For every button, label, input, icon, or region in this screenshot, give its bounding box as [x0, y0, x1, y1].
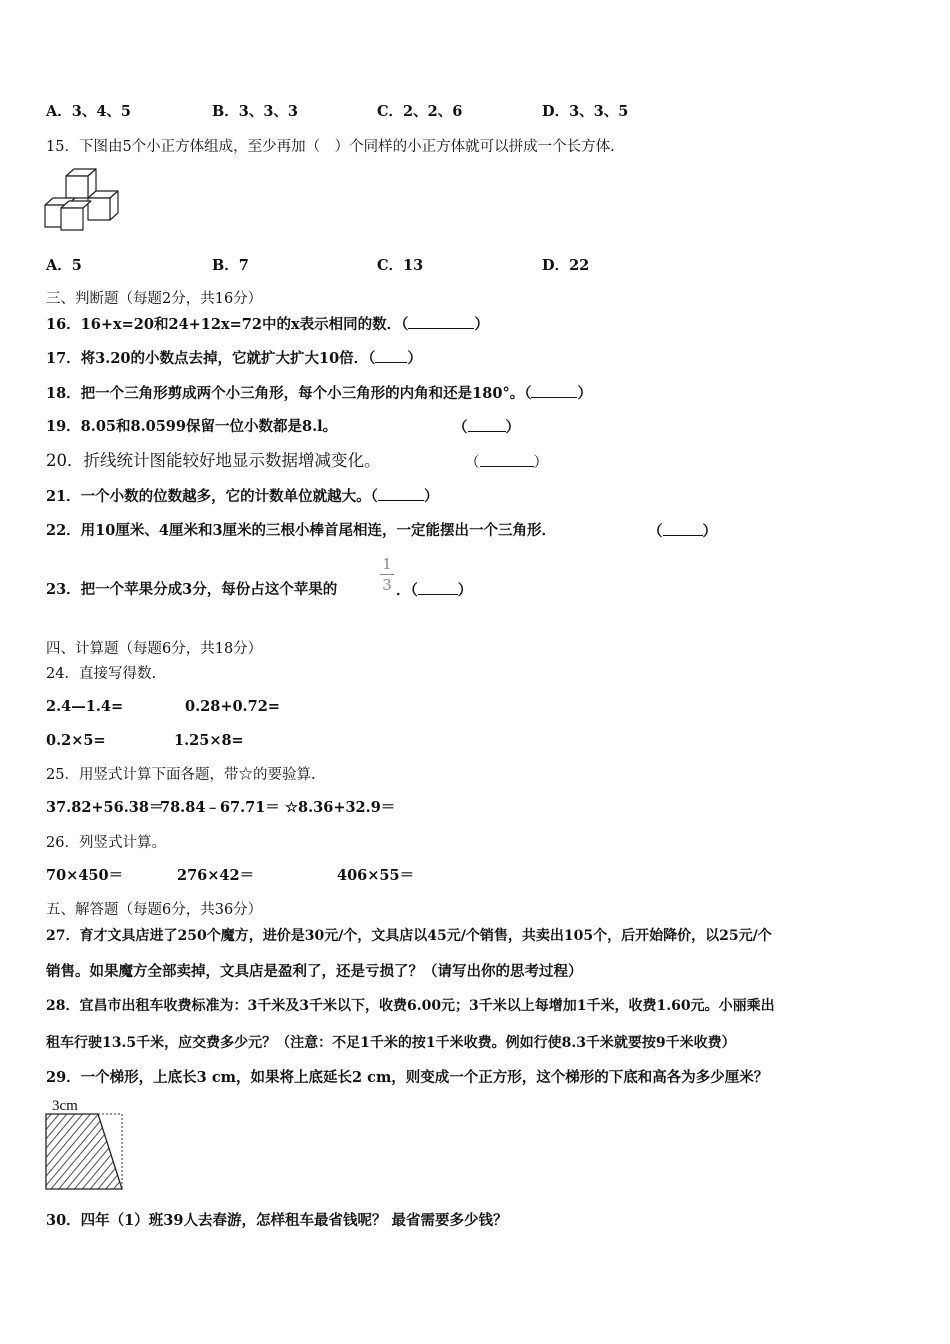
q15-text: 15．下图由5个小正方体组成，至少再加（ ）个同样的小正方体就可以拼成一个长方体. [46, 139, 615, 155]
answer-blank[interactable] [468, 417, 506, 432]
calc-item: 2.4—1.4= [46, 698, 124, 715]
answer-blank[interactable] [418, 580, 458, 595]
q18-text: 18．把一个三角形剪成两个小三角形，每个小三角形的内角和还是180°。（ [46, 385, 532, 402]
calc-item: 37.82+56.38＝ [46, 799, 164, 816]
q16-text: 16．16+x=20和24+12x=72中的x表示相同的数．（ [46, 316, 409, 333]
q22-text: 22．用10厘米、4厘米和3厘米的三根小棒首尾相连，一定能摆出一个三角形． [46, 522, 557, 539]
q17 [46, 348, 422, 369]
q28-line1: 28．宜昌市出租车收费标准为：3千米及3千米以下，收费6.00元；3千米以上每增加1千米，收费1.60元。小丽乘出 [46, 998, 775, 1014]
calc-item: 276×42＝ [177, 867, 255, 884]
q27-line1: 27．育才文具店进了250个魔方，进价是30元/个，文具店以45元/个销售，共卖出105个，后开始降价，以25元/个 [46, 928, 772, 944]
q14-option-b: B．3、3、3 [212, 103, 299, 120]
q18 [46, 383, 592, 404]
cube-stack-figure [44, 168, 122, 232]
one-third-fraction [380, 555, 394, 594]
q14-option-c: C．2、2、6 [377, 103, 463, 120]
q22 [46, 521, 556, 541]
q20-text: 20．折线统计图能较好地显示数据增减变化。 [46, 451, 381, 470]
q24-text: 24．直接写得数. [46, 666, 157, 682]
q21 [46, 486, 438, 507]
answer-blank[interactable] [480, 452, 534, 467]
q27-line2: 销售。如果魔方全部卖掉，文具店是盈利了，还是亏损了？（请写出你的思考过程） [46, 963, 583, 980]
section5-title: 五、解答题（每题6分，共36分） [46, 902, 263, 918]
answer-blank[interactable] [375, 348, 407, 363]
q19 [46, 417, 337, 437]
fig-label-3cm: 3cm [52, 1098, 78, 1114]
q14-option-a: A．3、4、5 [46, 103, 132, 120]
q20 [46, 451, 381, 471]
q30-text: 30．四年（1）班39人去春游，怎样租车最省钱呢？ 最省需要多少钱？ [46, 1212, 508, 1229]
close-paren: ） [474, 316, 489, 333]
q23 [46, 580, 337, 600]
calc-item: 78.84﹣67.71＝ [160, 799, 280, 816]
q16 [46, 314, 489, 335]
answer-blank[interactable] [408, 314, 474, 329]
calc-item: ☆8.36+32.9＝ [285, 799, 396, 816]
q15-option-b: B．7 [212, 257, 249, 274]
fraction-denominator: 3 [382, 576, 392, 594]
fraction-numerator: 1 [382, 555, 392, 573]
calc-item: 406×55＝ [337, 867, 415, 884]
q17-text: 17．将3.20的小数点去掉，它就扩大扩大10倍．（ [46, 350, 376, 367]
trapezoid-figure [44, 1094, 126, 1192]
q25-text: 25．用竖式计算下面各题，带☆的要验算. [46, 767, 316, 783]
calc-item: 0.28+0.72= [185, 698, 280, 715]
q28-line2: 租车行驶13.5千米，应交费多少元？（注意：不足1千米的按1千米收费。例如行使8.3千米就要按9千米收费） [46, 1035, 736, 1051]
section4-title: 四、计算题（每题6分，共18分） [46, 641, 263, 657]
calc-item: 0.2×5= [46, 732, 106, 749]
section3-title: 三、判断题（每题2分，共16分） [46, 291, 263, 307]
q20-answer: （ ） [465, 452, 548, 473]
q23-answer: ．（ ） [396, 582, 473, 599]
q21-text: 21．一个小数的位数越多，它的计数单位就越大。（ [46, 488, 378, 505]
q15-option-d: D．22 [542, 257, 590, 274]
answer-blank[interactable] [531, 383, 577, 398]
calc-item: 1.25×8= [174, 732, 244, 749]
close-paren: ） [423, 488, 439, 505]
q15-option-a: A．5 [46, 257, 82, 274]
q15-option-c: C．13 [377, 257, 424, 274]
q19-text: 19．8.05和8.0599保留一位小数都是8.l。 [46, 418, 338, 435]
q23-text: 23．把一个苹果分成3分，每份占这个苹果的 [46, 581, 338, 598]
q26-text: 26．列竖式计算。 [46, 835, 166, 851]
answer-blank[interactable] [378, 486, 424, 501]
close-paren: ） [407, 350, 422, 367]
q19-answer: （ ） [453, 419, 520, 436]
close-paren: ） [577, 385, 592, 402]
answer-blank[interactable] [663, 521, 703, 536]
q22-answer: （ ） [648, 523, 717, 540]
calc-item: 70×450＝ [46, 867, 124, 884]
q29-text: 29．一个梯形，上底长3 cm，如果将上底延长2 cm，则变成一个正方形，这个梯形的下底和高各为多少厘米？ [46, 1069, 769, 1086]
q14-option-d: D．3、3、5 [542, 103, 629, 120]
